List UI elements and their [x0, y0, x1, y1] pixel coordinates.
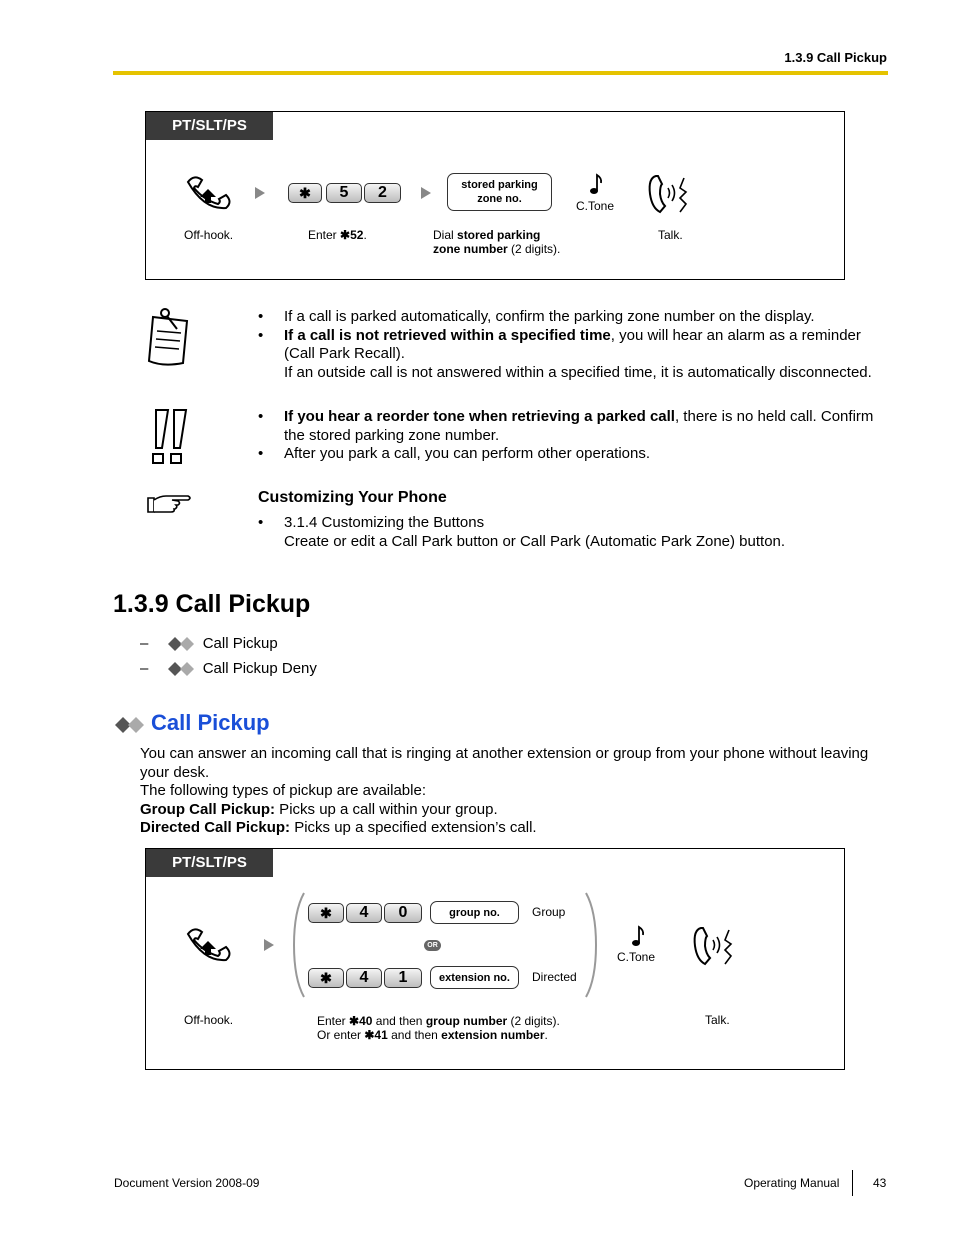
note-bold: If a call is not retrieved within a specified time: [284, 326, 611, 344]
customize-list: [258, 514, 898, 551]
talk-label: Talk.: [658, 228, 683, 242]
subsection-title: Call Pickup: [151, 710, 270, 735]
enter-code: 52: [350, 228, 364, 242]
left-bracket: [292, 891, 306, 999]
warning-text: the stored parking zone number.: [284, 426, 500, 444]
intro-line: Picks up a specified extension’s call.: [290, 819, 537, 836]
confirmation-tone-icon: [588, 172, 606, 196]
note-text: If a call is parked automatically, confirm the parking zone number on the display.: [284, 308, 815, 325]
key-star: ✱: [308, 903, 344, 923]
feature-list-item: [140, 660, 317, 677]
feature-link[interactable]: Call Pickup Deny: [202, 660, 317, 677]
dial-bold2: zone number: [433, 242, 508, 256]
instr-text: and then: [372, 1014, 426, 1028]
dial-label: [433, 228, 560, 256]
step-arrow: [264, 939, 274, 951]
diamond-link-icon: [167, 636, 197, 652]
dial-prefix: Dial: [433, 228, 458, 242]
dash: –: [140, 660, 149, 677]
intro-line: You can answer an incoming call that is ringing at another extension or group from your phone without leaving: [140, 745, 869, 762]
feature-link[interactable]: Call Pickup: [202, 635, 278, 652]
note-text: , you will hear an alarm as a reminder: [610, 326, 861, 344]
confirmation-tone-icon: [630, 924, 648, 948]
warning-item: [258, 408, 898, 445]
talk-handset-icon: [646, 172, 690, 216]
instr-star: ✱: [364, 1028, 375, 1042]
dash: –: [140, 635, 149, 652]
instr-text: .: [544, 1028, 548, 1042]
key-star: ✱: [308, 968, 344, 988]
feature-list-item: [140, 635, 278, 652]
warning-text: After you park a call, you can perform other operations.: [284, 445, 651, 462]
right-bracket: [584, 891, 598, 999]
panel-tag: PT/SLT/PS: [146, 849, 273, 877]
warning-item: [258, 445, 898, 464]
section-title: 1.3.9 Call Pickup: [113, 590, 311, 618]
manual-name: Operating Manual: [744, 1176, 840, 1190]
note-item: [258, 327, 898, 383]
warning-double-exclamation-icon: [148, 406, 196, 464]
note-item: [258, 308, 898, 327]
note-text: If an outside call is not answered within a specified time, it is automatically disconnected.: [284, 363, 872, 381]
diamond-heading-icon: [114, 716, 146, 734]
group-label: Group: [532, 905, 566, 919]
diamond-link-icon: [167, 661, 197, 677]
talk-label: Talk.: [705, 1013, 730, 1027]
key-0: 0: [384, 903, 422, 923]
dial-bold1: stored parking: [457, 228, 541, 242]
instr-text: (2 digits).: [507, 1014, 560, 1028]
step-arrow: [255, 187, 265, 199]
intro-paragraph: [140, 745, 900, 838]
instr-code: 41: [374, 1028, 388, 1042]
doc-version: Document Version 2008-09: [114, 1176, 260, 1190]
enter-prefix: Enter: [308, 228, 341, 242]
intro-line: your desk.: [140, 763, 210, 781]
ctone-label: C.Tone: [576, 199, 615, 213]
key-star: ✱: [288, 183, 322, 203]
key-1: 1: [384, 968, 422, 988]
key-4: 4: [346, 903, 382, 923]
warning-bold: If you hear a reorder tone when retrieving a parked call: [284, 408, 675, 425]
warning-list: [258, 408, 898, 464]
customize-heading: Customizing Your Phone: [258, 489, 447, 506]
stored-parking-zone-oval: [447, 173, 552, 211]
intro-line: Picks up a call within your group.: [275, 800, 498, 818]
intro-line: The following types of pickup are available:: [140, 782, 426, 799]
instr-text: Or enter: [317, 1028, 365, 1042]
intro-bold: Directed Call Pickup:: [140, 819, 291, 836]
note-icon: [143, 307, 195, 367]
page-number: 43: [873, 1176, 887, 1190]
panel-tag: PT/SLT/PS: [146, 112, 273, 140]
instr-bold: extension number: [441, 1028, 545, 1042]
step-arrow: [421, 187, 431, 199]
talk-handset-icon: [691, 924, 735, 968]
instr-text: Enter: [317, 1014, 350, 1028]
footer-divider: [852, 1170, 853, 1196]
offhook-label: Off-hook.: [184, 228, 234, 242]
enter-code-label: [308, 228, 367, 242]
directed-label: Directed: [532, 970, 577, 984]
offhook-handset-icon: [184, 926, 234, 964]
customize-item: [258, 514, 898, 551]
note-text: (Call Park Recall).: [284, 345, 405, 362]
customize-link[interactable]: 3.1.4 Customizing the Buttons: [284, 514, 485, 531]
enter-suffix: .: [363, 228, 367, 242]
dial-suffix: (2 digits).: [507, 242, 561, 256]
key-4: 4: [346, 968, 382, 988]
warning-text: , there is no held call. Confirm: [674, 408, 874, 425]
key-2: 2: [364, 183, 401, 203]
oval-line2: zone no.: [477, 193, 522, 205]
offhook-label: Off-hook.: [184, 1013, 234, 1027]
running-header: 1.3.9 Call Pickup: [784, 50, 887, 65]
enter-star: ✱: [340, 228, 351, 242]
oval-line1: stored parking: [461, 179, 538, 191]
call-pickup-panel: [145, 848, 845, 1070]
instr-code: 40: [359, 1014, 373, 1028]
offhook-handset-icon: [184, 174, 234, 212]
intro-bold: Group Call Pickup:: [140, 800, 276, 818]
pointing-hand-icon: [146, 492, 194, 516]
or-badge: OR: [424, 940, 441, 951]
instruction-lines: [317, 1014, 560, 1042]
instr-star: ✱: [349, 1014, 360, 1028]
call-park-retrieve-panel: [145, 111, 845, 280]
extension-no-oval: extension no.: [430, 966, 519, 989]
header-rule: [113, 71, 888, 75]
ctone-label: C.Tone: [617, 950, 656, 964]
instr-text: and then: [387, 1028, 442, 1042]
note-list: [258, 308, 898, 382]
instr-bold: group number: [425, 1014, 508, 1028]
key-5: 5: [326, 183, 362, 203]
group-no-oval: group no.: [430, 901, 519, 924]
customize-desc: Create or edit a Call Park button or Call Park (Automatic Park Zone) button.: [284, 532, 786, 550]
